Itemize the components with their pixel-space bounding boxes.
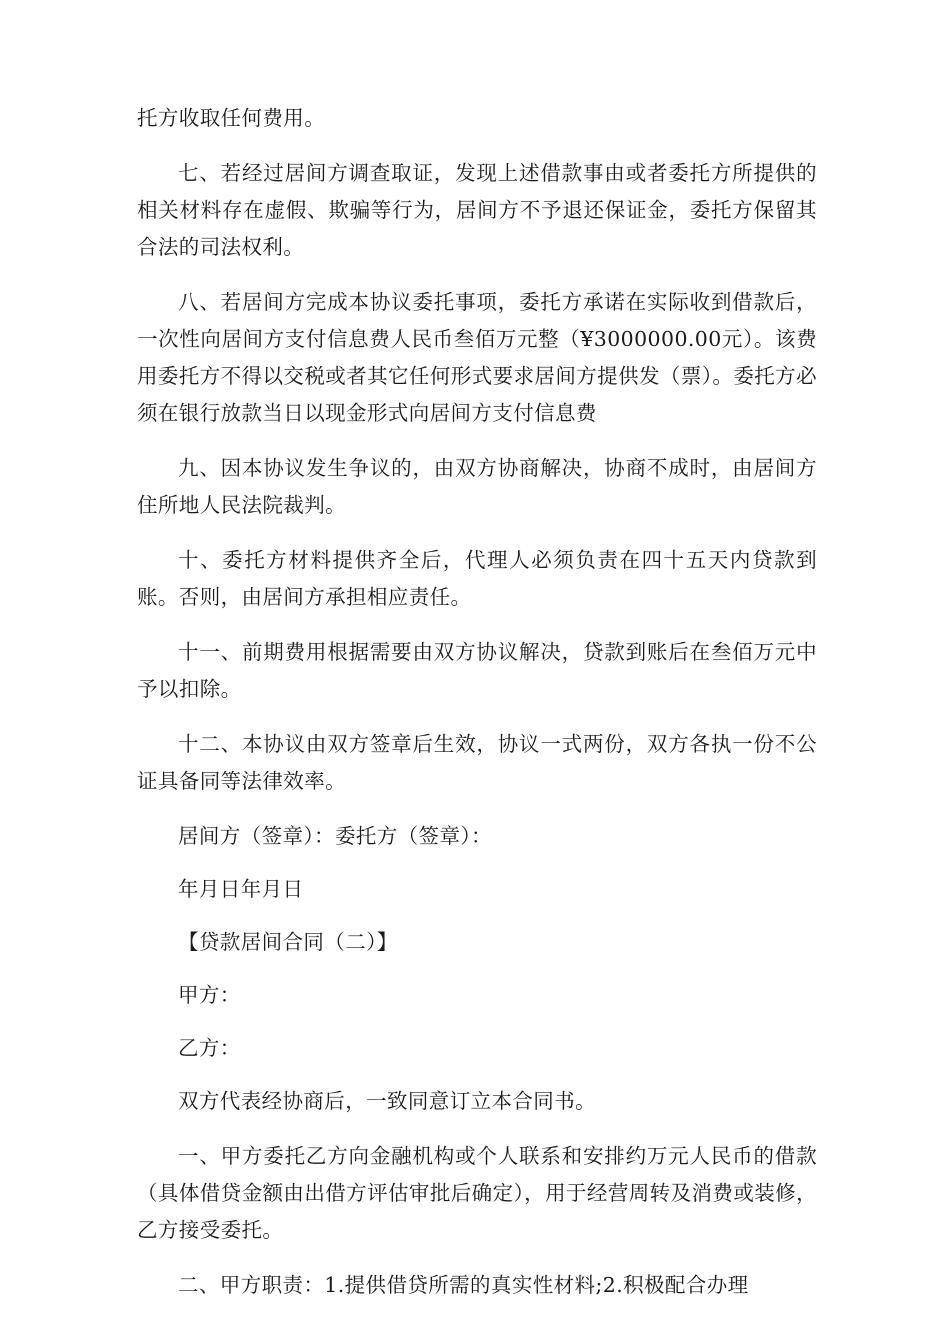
article-1: 一、甲方委托乙方向金融机构或个人联系和安排约万元人民币的借款（具体借贷金额由出借方评估审批后确定），用于经营周转及消费或装修，乙方接受委托。 bbox=[137, 1144, 817, 1242]
article-2: 二、甲方职责：1.提供借贷所需的真实性材料;2.积极配合办理 bbox=[178, 1273, 749, 1297]
clause-8: 八、若居间方完成本协议委托事项，委托方承诺在实际收到借款后，一次性向居间方支付信息费人民币叁佰万元整（¥3000000.00元）。该费用委托方不得以交税或者其它任何形式要求居间方提供发（票）。委托方必须在银行放款当日以现金形式向居间方支付信息费 bbox=[137, 290, 817, 425]
clause-11: 十一、前期费用根据需要由双方协议解决，贷款到账后在叁佰万元中予以扣除。 bbox=[137, 640, 817, 701]
signature-line: 居间方（签章）：委托方（签章）： bbox=[178, 824, 492, 848]
clause-9: 九、因本协议发生争议的，由双方协商解决，协商不成时，由居间方住所地人民法院裁判。 bbox=[137, 456, 817, 517]
party-b-label: 乙方： bbox=[178, 1036, 241, 1060]
contract-title: 【贷款居间合同（二）】 bbox=[178, 930, 398, 954]
paragraph-continuation: 托方收取任何费用。 bbox=[137, 106, 326, 130]
document-page bbox=[137, 100, 817, 1322]
date-line: 年月日年月日 bbox=[178, 877, 304, 901]
clause-7: 七、若经过居间方调查取证，发现上述借款事由或者委托方所提供的相关材料存在虚假、欺骗等行为，居间方不予退还保证金，委托方保留其合法的司法权利。 bbox=[137, 161, 817, 259]
clause-12: 十二、本协议由双方签章后生效，协议一式两份，双方各执一份不公证具备同等法律效率。 bbox=[137, 732, 817, 793]
clause-10: 十、委托方材料提供齐全后，代理人必须负责在四十五天内贷款到账。否则，由居间方承担相应责任。 bbox=[137, 548, 817, 609]
agreement-intro: 双方代表经协商后，一致同意订立本合同书。 bbox=[178, 1089, 596, 1113]
party-a-label: 甲方： bbox=[178, 983, 241, 1007]
